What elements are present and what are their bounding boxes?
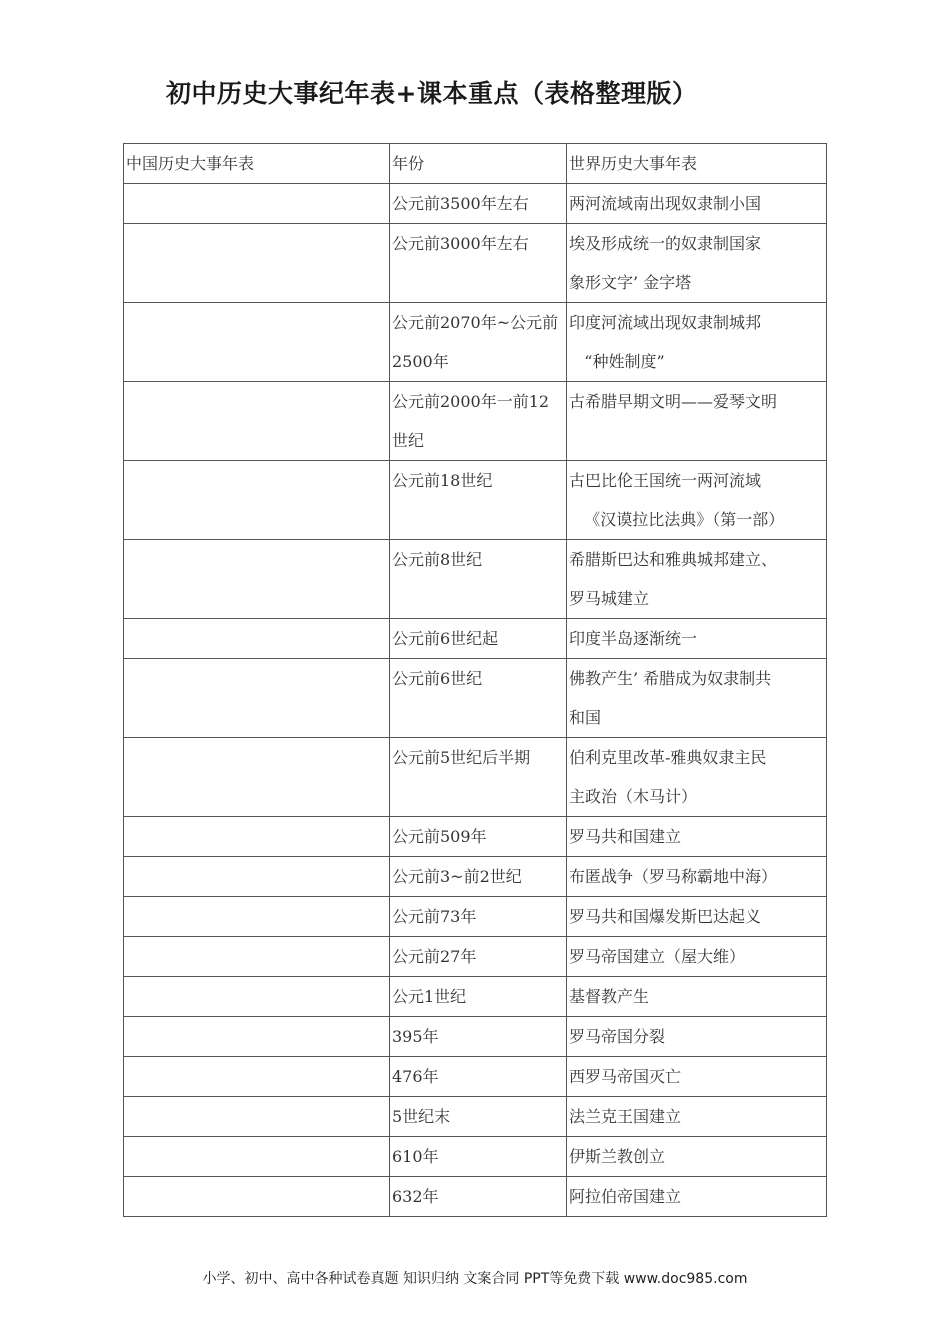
- year-cell: [390, 897, 567, 937]
- world-event-cell: [567, 897, 827, 937]
- year-cell: [390, 540, 567, 619]
- world-event-cell: [567, 1177, 827, 1217]
- china-event-cell: [124, 619, 390, 659]
- year-cell: [390, 1137, 567, 1177]
- world-event-line: 罗马帝国分裂: [569, 1027, 666, 1046]
- world-event-line: 西罗马帝国灭亡: [569, 1067, 682, 1086]
- year-cell: [390, 857, 567, 897]
- table-row: [124, 382, 827, 461]
- year-cell: [390, 461, 567, 540]
- header-world: 世界历史大事年表: [567, 144, 827, 184]
- world-event-line: 布匿战争（罗马称霸地中海）: [569, 867, 778, 886]
- footer-text: 小学、初中、高中各种试卷真题 知识归纳 文案合同 PPT等免费下载 www.doc985.com: [202, 1271, 748, 1287]
- table-header-row: [124, 144, 827, 184]
- world-event-cell: [567, 303, 827, 382]
- history-table: [123, 143, 827, 1217]
- china-event-cell: [124, 1017, 390, 1057]
- world-event-cell: [567, 1097, 827, 1137]
- year-cell: [390, 224, 567, 303]
- china-event-cell: [124, 184, 390, 224]
- table-row: [124, 540, 827, 619]
- year-cell: [390, 619, 567, 659]
- china-event-cell: [124, 303, 390, 382]
- year-cell: [390, 937, 567, 977]
- world-event-cell: [567, 857, 827, 897]
- table-row: [124, 1177, 827, 1217]
- year-text: 632年: [392, 1187, 439, 1206]
- year-text: 5世纪末: [392, 1107, 451, 1126]
- world-event-line: 印度河流域出现奴隶制城邦: [569, 313, 762, 332]
- world-event-cell: [567, 738, 827, 817]
- year-cell: [390, 382, 567, 461]
- world-event-cell: [567, 1057, 827, 1097]
- world-event-line: 罗马帝国建立（屋大维）: [569, 947, 746, 966]
- year-text: 610年: [392, 1147, 439, 1166]
- year-text: 公元前5世纪后半期: [392, 748, 531, 767]
- year-text: 公元前6世纪: [392, 669, 483, 688]
- china-event-cell: [124, 224, 390, 303]
- world-event-cell: [567, 977, 827, 1017]
- year-cell: [390, 1017, 567, 1057]
- year-cell: [390, 659, 567, 738]
- table-row: [124, 224, 827, 303]
- table-row: [124, 1017, 827, 1057]
- year-cell: [390, 1097, 567, 1137]
- page-title: 初中历史大事纪年表+课本重点（表格整理版）: [166, 79, 698, 108]
- table-row: [124, 303, 827, 382]
- china-event-cell: [124, 738, 390, 817]
- china-event-cell: [124, 1097, 390, 1137]
- year-text: 公元前3000年左右: [392, 234, 529, 253]
- china-event-cell: [124, 540, 390, 619]
- year-cell: [390, 817, 567, 857]
- world-event-line: 和国: [569, 708, 602, 727]
- table-row: [124, 817, 827, 857]
- table-row: [124, 977, 827, 1017]
- table-row: [124, 461, 827, 540]
- world-event-line: 佛教产生’ 希腊成为奴隶制共: [569, 669, 772, 688]
- world-event-cell: [567, 382, 827, 461]
- year-cell: [390, 738, 567, 817]
- world-event-line: 希腊斯巴达和雅典城邦建立、: [569, 550, 778, 569]
- china-event-cell: [124, 817, 390, 857]
- world-event-line: 象形文字’ 金字塔: [569, 273, 692, 292]
- year-text: 公元前3500年左右: [392, 194, 529, 213]
- header-year: 年份: [390, 144, 567, 184]
- world-event-line: 古希腊早期文明——爱琴文明: [569, 392, 778, 411]
- year-text: 公元前27年: [392, 947, 477, 966]
- table-row: [124, 659, 827, 738]
- year-cell: [390, 977, 567, 1017]
- china-event-cell: [124, 382, 390, 461]
- world-event-line: 阿拉伯帝国建立: [569, 1187, 682, 1206]
- year-text: 公元前2070年~公元前2500年: [392, 313, 559, 371]
- world-event-cell: [567, 540, 827, 619]
- world-event-line: 罗马共和国建立: [569, 827, 682, 846]
- world-event-line: 两河流域南出现奴隶制小国: [569, 194, 762, 213]
- world-event-line: 伊斯兰教创立: [569, 1147, 666, 1166]
- year-cell: [390, 303, 567, 382]
- china-event-cell: [124, 897, 390, 937]
- year-cell: [390, 1057, 567, 1097]
- year-text: 476年: [392, 1067, 439, 1086]
- china-event-cell: [124, 461, 390, 540]
- world-event-line: “种姓制度”: [569, 352, 665, 371]
- world-event-cell: [567, 937, 827, 977]
- china-event-cell: [124, 857, 390, 897]
- world-event-line: 古巴比伦王国统一两河流域: [569, 471, 762, 490]
- year-text: 公元前509年: [392, 827, 487, 846]
- header-china: 中国历史大事年表: [124, 144, 390, 184]
- year-text: 395年: [392, 1027, 439, 1046]
- year-cell: [390, 1177, 567, 1217]
- world-event-cell: [567, 461, 827, 540]
- table-row: [124, 937, 827, 977]
- china-event-cell: [124, 1177, 390, 1217]
- year-text: 公元1世纪: [392, 987, 467, 1006]
- table-row: [124, 897, 827, 937]
- year-cell: [390, 184, 567, 224]
- world-event-line: 罗马共和国爆发斯巴达起义: [569, 907, 762, 926]
- world-event-cell: [567, 224, 827, 303]
- year-text: 公元前18世纪: [392, 471, 493, 490]
- year-text: 公元前6世纪起: [392, 629, 499, 648]
- table-row: [124, 619, 827, 659]
- china-event-cell: [124, 1057, 390, 1097]
- world-event-line: 基督教产生: [569, 987, 650, 1006]
- world-event-cell: [567, 817, 827, 857]
- china-event-cell: [124, 659, 390, 738]
- world-event-cell: [567, 619, 827, 659]
- world-event-line: 埃及形成统一的奴隶制国家: [569, 234, 762, 253]
- world-event-cell: [567, 659, 827, 738]
- world-event-line: 伯利克里改革-雅典奴隶主民: [569, 748, 767, 767]
- china-event-cell: [124, 977, 390, 1017]
- world-event-cell: [567, 1137, 827, 1177]
- world-event-line: 主政治（木马计）: [569, 787, 698, 806]
- table-row: [124, 738, 827, 817]
- table-row: [124, 184, 827, 224]
- table-row: [124, 1137, 827, 1177]
- year-text: 公元前2000年一前12世纪: [392, 392, 550, 450]
- china-event-cell: [124, 1137, 390, 1177]
- year-text: 公元前73年: [392, 907, 477, 926]
- table-row: [124, 857, 827, 897]
- china-event-cell: [124, 937, 390, 977]
- year-text: 公元前3~前2世纪: [392, 867, 522, 886]
- table-row: [124, 1097, 827, 1137]
- world-event-line: 法兰克王国建立: [569, 1107, 682, 1126]
- world-event-cell: [567, 184, 827, 224]
- world-event-line: 印度半岛逐渐统一: [569, 629, 698, 648]
- table-row: [124, 1057, 827, 1097]
- world-event-line: 罗马城建立: [569, 589, 650, 608]
- world-event-cell: [567, 1017, 827, 1057]
- world-event-line: 《汉谟拉比法典》（第一部）: [569, 510, 785, 529]
- year-text: 公元前8世纪: [392, 550, 483, 569]
